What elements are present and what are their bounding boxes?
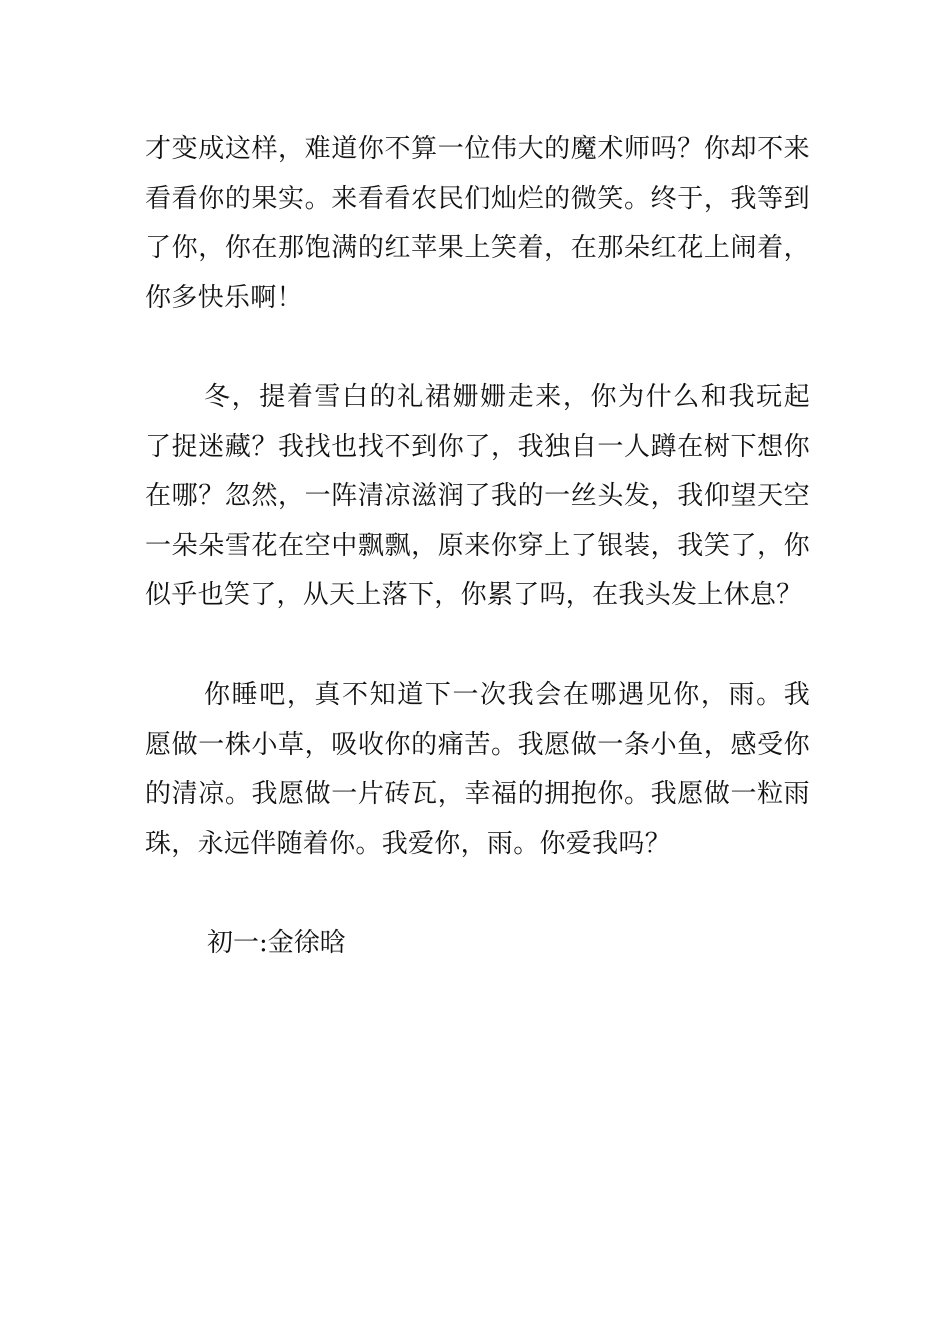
paragraph-line: 你睡吧，真不知道下一次我会在哪遇见你，雨。我 <box>204 680 810 710</box>
paragraph-line: 似乎也笑了，从天上落下，你累了吗，在我头发上休息？ <box>145 580 803 610</box>
paragraph-line: 愿做一株小草，吸收你的痛苦。我愿做一条小鱼，感受你 <box>145 729 810 760</box>
paragraph-closing <box>145 671 810 869</box>
paragraph-line: 你多快乐啊！ <box>145 282 303 313</box>
author-signature: 初一:金徐晗 <box>207 928 346 958</box>
paragraph-autumn <box>145 125 810 323</box>
paragraph-line: 才变成这样，难道你不算一位伟大的魔术师吗？你却不来 <box>145 134 810 164</box>
paragraph-line: 在哪？忽然，一阵清凉滋润了我的一丝头发，我仰望天空 <box>145 481 810 511</box>
paragraph-line: 看看你的果实。来看看农民们灿烂的微笑。终于，我等到 <box>145 183 810 214</box>
paragraph-line: 一朵朵雪花在空中飘飘，原来你穿上了银装，我笑了，你 <box>145 530 810 561</box>
paragraph-line: 了你，你在那饱满的红苹果上笑着，在那朵红花上闹着， <box>145 233 810 263</box>
paragraph-line: 珠，永远伴随着你。我爱你，雨。你爱我吗？ <box>145 828 672 859</box>
paragraph-line: 的清凉。我愿做一片砖瓦，幸福的拥抱你。我愿做一粒雨 <box>145 779 810 809</box>
paragraph-line: 了捉迷藏？我找也找不到你了，我独自一人蹲在树下想你 <box>145 431 810 462</box>
paragraph-winter <box>145 373 810 621</box>
paragraph-line: 冬，提着雪白的礼裙姗姗走来，你为什么和我玩起 <box>204 382 810 412</box>
